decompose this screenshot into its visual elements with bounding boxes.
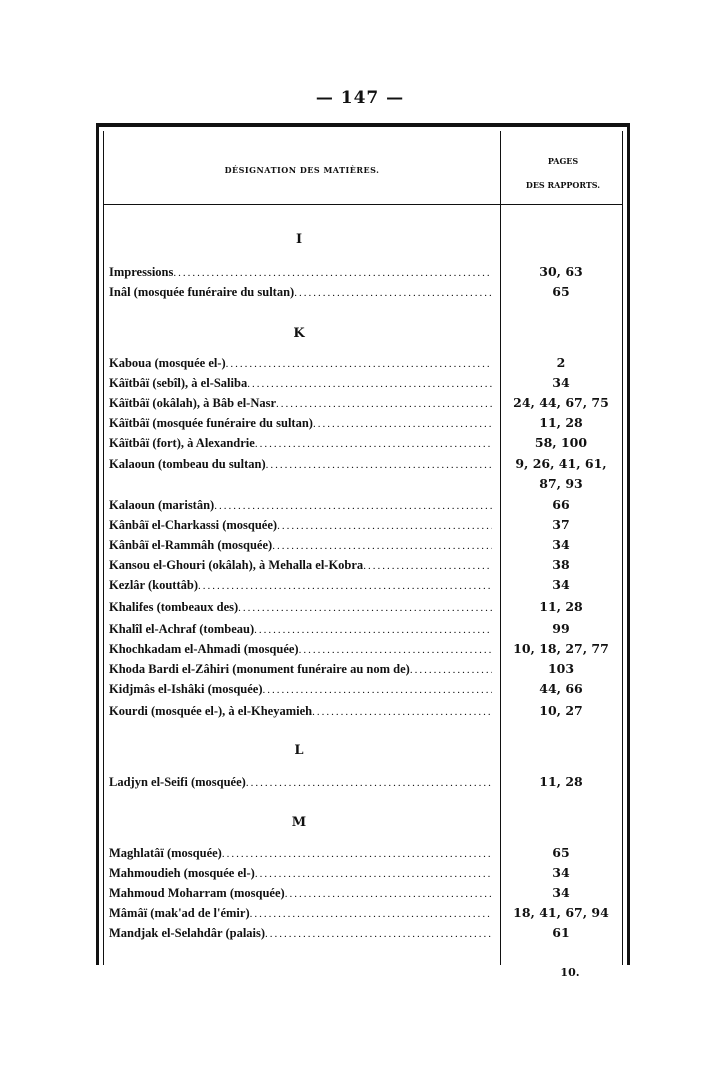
leader-dots [285,884,492,904]
header-pages: PAGES DES RAPPORTS. [525,156,601,190]
index-entry [109,903,492,924]
leader-dots [173,263,492,283]
leader-dots [247,374,492,394]
leader-dots [294,283,492,303]
leader-dots [277,516,492,536]
leader-dots [250,904,492,924]
index-entry [109,353,492,374]
leader-dots [313,414,492,434]
entry-pages: 10, 18, 27, 77 [513,641,609,656]
index-entry [109,373,492,394]
entry-pages: 58, 100 [534,435,588,450]
entry-label: Kâïtbâï (mosquée funéraire du sultan) [109,416,313,430]
entry-pages: 37 [552,517,570,532]
entry-pages: 34 [552,577,570,592]
entry-pages: 11, 28 [539,599,583,614]
entry-label: Khalifes (tombeaux des) [109,600,239,614]
entry-label: Mandjak el-Selahdâr (palais) [109,926,266,940]
leader-dots [222,844,492,864]
index-entry [109,555,492,576]
leader-dots [198,576,492,596]
leader-dots [246,773,492,793]
entry-pages: 65 [552,284,570,299]
section-letter-k: K [293,326,305,341]
entry-pages: 99 [552,621,570,636]
leader-dots [226,354,492,374]
section-letter-l: L [294,743,304,758]
leader-dots [276,394,492,414]
entry-label: Mahmoud Moharram (mosquée) [109,886,285,900]
entry-pages: 66 [552,497,570,512]
index-entry [109,701,492,722]
entry-label: Kidjmâs el-Ishâki (mosquée) [109,682,263,696]
entry-label: Kâïtbâï (sebîl), à el-Saliba [109,376,248,390]
leader-dots [410,660,492,680]
entry-label: Kâïtbâï (fort), à Alexandrie [109,436,255,450]
entry-label: Khalîl el-Achraf (tombeau) [109,622,255,636]
leader-dots [299,640,492,660]
index-entry [109,772,492,793]
inner-rule-left [103,131,104,965]
leader-dots [262,680,492,700]
entry-label: Kalaoun (tombeau du sultan) [109,457,266,471]
entry-label: Kânbâï el-Rammâh (mosquée) [109,538,273,552]
entry-label: Kourdi (mosquée el-), à el-Kheyamieh [109,704,313,718]
index-entry [109,639,492,660]
entry-pages: 24, 44, 67, 75 [513,395,609,410]
index-entry [109,535,492,556]
entry-pages: 34 [552,375,570,390]
entry-label: Mahmoudieh (mosquée el-) [109,866,255,880]
entry-pages: 44, 66 [539,681,583,696]
entry-pages: 103 [547,661,575,676]
signature-mark: 10. [560,966,580,979]
leader-dots [254,620,492,640]
index-entry [109,495,492,516]
entry-label: Khochkadam el-Ahmadi (mosquée) [109,642,299,656]
entry-label: Kalaoun (maristân) [109,498,215,512]
entry-pages: 9, 26, 41, 61, 87, 93 [515,456,607,491]
index-entry [109,393,492,414]
entry-label: Inâl (mosquée funéraire du sultan) [109,285,295,299]
index-entry [109,597,492,618]
section-letter-i: I [295,232,303,247]
leader-dots [312,702,492,722]
entry-label: Ladjyn el-Seifi (mosquée) [109,775,246,789]
entry-pages: 34 [552,865,570,880]
header-rule [104,204,622,205]
leader-dots [266,455,492,475]
index-entry [109,262,492,283]
entry-label: Mâmâï (mak'ad de l'émir) [109,906,250,920]
index-entry [109,515,492,536]
index-entry [109,659,492,680]
entry-pages: 61 [552,925,570,940]
header-designation: DÉSIGNATION DES MATIÈRES. [224,165,380,175]
index-entry [109,923,492,944]
entry-pages: 34 [552,537,570,552]
entry-label: Khoda Bardi el-Zâhiri (monument funéraire au nom de) [109,662,410,676]
leader-dots [363,556,492,576]
entry-label: Kânbâï el-Charkassi (mosquée) [109,518,278,532]
section-letter-m: M [291,815,307,830]
leader-dots [272,536,492,556]
page-number: — 147 — [315,88,405,108]
entry-pages: 65 [552,845,570,860]
entry-label: Kaboua (mosquée el-) [109,356,226,370]
leader-dots [214,496,492,516]
entry-label: Maghlatâï (mosquée) [109,846,222,860]
leader-dots [255,434,492,454]
index-entry [109,454,492,475]
index-entry [109,413,492,434]
index-entry [109,863,492,884]
entry-pages: 38 [552,557,570,572]
leader-dots [255,864,492,884]
index-entry [109,575,492,596]
entry-label: Kezlâr (kouttâb) [109,578,198,592]
index-entry [109,619,492,640]
index-entry [109,282,492,303]
entry-label: Impressions [109,265,174,279]
index-entry [109,679,492,700]
entry-pages: 34 [552,885,570,900]
entry-pages: 18, 41, 67, 94 [513,905,609,920]
leader-dots [238,598,492,618]
index-entry [109,433,492,454]
entry-pages: 30, 63 [539,264,583,279]
entry-label: Kâïtbâï (okâlah), à Bâb el-Nasr [109,396,277,410]
entry-label: Kansou el-Ghouri (okâlah), à Mehalla el-Kobra [109,558,364,572]
entry-pages: 11, 28 [539,415,583,430]
entry-pages: 11, 28 [539,774,583,789]
index-entry [109,843,492,864]
entry-pages: 2 [556,355,566,370]
leader-dots [265,924,492,944]
index-entry [109,883,492,904]
entry-pages: 10, 27 [539,703,583,718]
